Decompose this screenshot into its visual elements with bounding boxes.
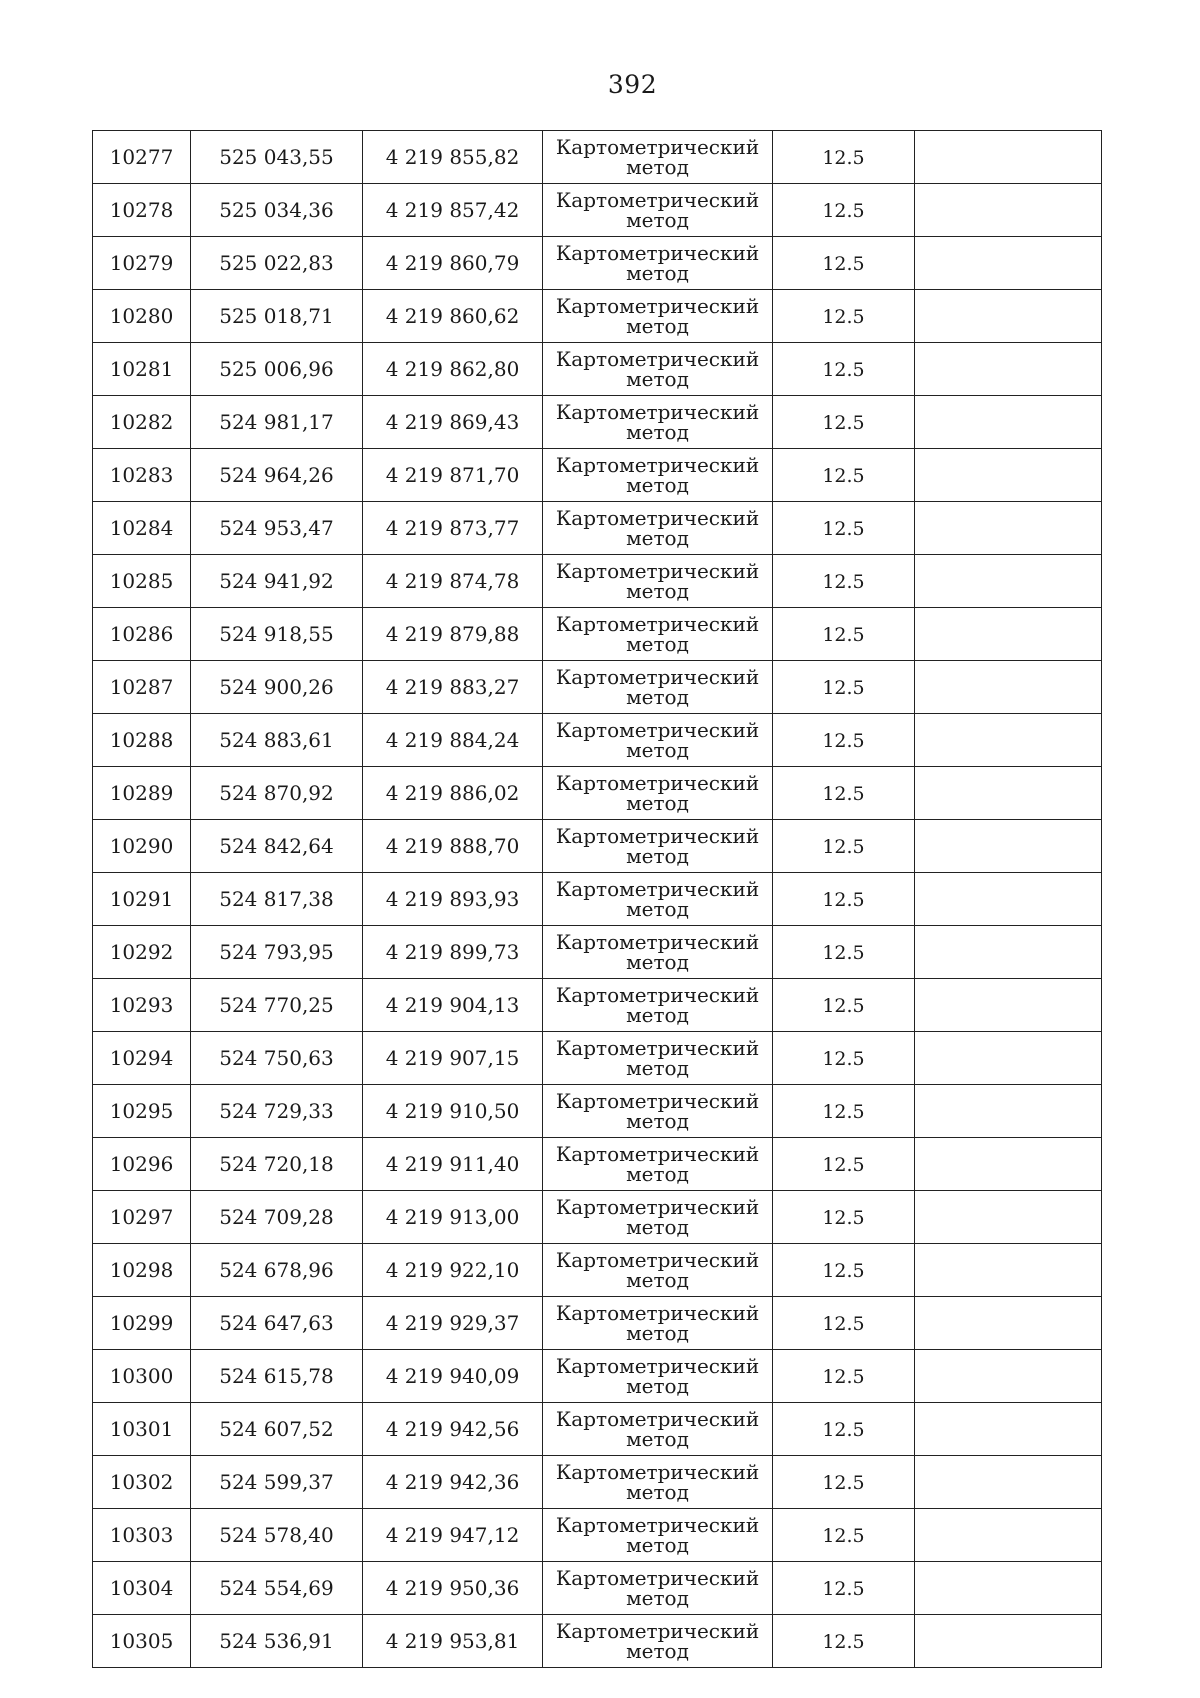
method-cell — [543, 767, 773, 820]
x-coordinate-cell: 525 034,36 — [191, 184, 363, 237]
method-cell — [543, 396, 773, 449]
method-cell — [543, 661, 773, 714]
x-coordinate-cell: 524 817,38 — [191, 873, 363, 926]
table-row — [93, 237, 1102, 290]
table-row — [93, 714, 1102, 767]
note-cell — [915, 237, 1102, 290]
method-line1: Картометрический — [555, 1566, 760, 1590]
method-line2: метод — [626, 844, 689, 868]
method-line1: Картометрический — [555, 135, 760, 159]
method-line1: Картометрический — [555, 1089, 760, 1113]
method-line1: Картометрический — [555, 453, 760, 477]
note-cell — [915, 1562, 1102, 1615]
point-id-cell: 10279 — [93, 237, 191, 290]
method-line2: метод — [626, 473, 689, 497]
table-row — [93, 873, 1102, 926]
note-cell — [915, 343, 1102, 396]
method-cell — [543, 1297, 773, 1350]
table-row — [93, 502, 1102, 555]
x-coordinate-cell: 524 720,18 — [191, 1138, 363, 1191]
method-line2: метод — [626, 261, 689, 285]
point-id-cell: 10293 — [93, 979, 191, 1032]
method-line1: Картометрический — [555, 1619, 760, 1643]
point-id-cell: 10286 — [93, 608, 191, 661]
x-coordinate-cell: 525 018,71 — [191, 290, 363, 343]
method-cell — [543, 926, 773, 979]
accuracy-cell: 12.5 — [773, 714, 915, 767]
method-cell — [543, 979, 773, 1032]
method-cell — [543, 1085, 773, 1138]
y-coordinate-cell: 4 219 922,10 — [363, 1244, 543, 1297]
method-line2: метод — [626, 1056, 689, 1080]
table-row — [93, 1138, 1102, 1191]
method-cell — [543, 1191, 773, 1244]
y-coordinate-cell: 4 219 862,80 — [363, 343, 543, 396]
y-coordinate-cell: 4 219 904,13 — [363, 979, 543, 1032]
note-cell — [915, 1032, 1102, 1085]
accuracy-cell: 12.5 — [773, 184, 915, 237]
table-body — [93, 131, 1102, 1668]
y-coordinate-cell: 4 219 871,70 — [363, 449, 543, 502]
method-line1: Картометрический — [555, 824, 760, 848]
table-row — [93, 1562, 1102, 1615]
method-cell — [543, 343, 773, 396]
x-coordinate-cell: 524 918,55 — [191, 608, 363, 661]
table-row — [93, 608, 1102, 661]
note-cell — [915, 820, 1102, 873]
method-cell — [543, 1403, 773, 1456]
y-coordinate-cell: 4 219 855,82 — [363, 131, 543, 184]
table-row — [93, 396, 1102, 449]
method-line1: Картометрический — [555, 1407, 760, 1431]
point-id-cell: 10304 — [93, 1562, 191, 1615]
y-coordinate-cell: 4 219 874,78 — [363, 555, 543, 608]
x-coordinate-cell: 524 953,47 — [191, 502, 363, 555]
table-row — [93, 1403, 1102, 1456]
x-coordinate-cell: 524 900,26 — [191, 661, 363, 714]
note-cell — [915, 1085, 1102, 1138]
x-coordinate-cell: 524 770,25 — [191, 979, 363, 1032]
x-coordinate-cell: 525 006,96 — [191, 343, 363, 396]
y-coordinate-cell: 4 219 947,12 — [363, 1509, 543, 1562]
method-line2: метод — [626, 1374, 689, 1398]
method-line1: Картометрический — [555, 718, 760, 742]
method-cell — [543, 184, 773, 237]
method-line2: метод — [626, 526, 689, 550]
y-coordinate-cell: 4 219 873,77 — [363, 502, 543, 555]
accuracy-cell: 12.5 — [773, 1509, 915, 1562]
y-coordinate-cell: 4 219 869,43 — [363, 396, 543, 449]
y-coordinate-cell: 4 219 860,62 — [363, 290, 543, 343]
method-line1: Картометрический — [555, 1195, 760, 1219]
point-id-cell: 10295 — [93, 1085, 191, 1138]
method-line1: Картометрический — [555, 877, 760, 901]
accuracy-cell: 12.5 — [773, 1191, 915, 1244]
note-cell — [915, 131, 1102, 184]
accuracy-cell: 12.5 — [773, 290, 915, 343]
note-cell — [915, 1456, 1102, 1509]
method-line2: метод — [626, 738, 689, 762]
point-id-cell: 10294 — [93, 1032, 191, 1085]
accuracy-cell: 12.5 — [773, 396, 915, 449]
note-cell — [915, 873, 1102, 926]
table-row — [93, 1350, 1102, 1403]
table-row — [93, 1244, 1102, 1297]
method-line1: Картометрический — [555, 983, 760, 1007]
method-line1: Картометрический — [555, 665, 760, 689]
accuracy-cell: 12.5 — [773, 1350, 915, 1403]
point-id-cell: 10283 — [93, 449, 191, 502]
method-cell — [543, 1244, 773, 1297]
method-line1: Картометрический — [555, 188, 760, 212]
accuracy-cell: 12.5 — [773, 343, 915, 396]
x-coordinate-cell: 524 842,64 — [191, 820, 363, 873]
table-row — [93, 1297, 1102, 1350]
method-line2: метод — [626, 1427, 689, 1451]
method-cell — [543, 1138, 773, 1191]
point-id-cell: 10302 — [93, 1456, 191, 1509]
table-row — [93, 820, 1102, 873]
note-cell — [915, 555, 1102, 608]
note-cell — [915, 1138, 1102, 1191]
accuracy-cell: 12.5 — [773, 1244, 915, 1297]
note-cell — [915, 714, 1102, 767]
table-row — [93, 1509, 1102, 1562]
y-coordinate-cell: 4 219 942,36 — [363, 1456, 543, 1509]
method-cell — [543, 131, 773, 184]
accuracy-cell: 12.5 — [773, 1456, 915, 1509]
x-coordinate-cell: 524 615,78 — [191, 1350, 363, 1403]
x-coordinate-cell: 525 043,55 — [191, 131, 363, 184]
accuracy-cell: 12.5 — [773, 873, 915, 926]
method-line1: Картометрический — [555, 1354, 760, 1378]
point-id-cell: 10305 — [93, 1615, 191, 1668]
y-coordinate-cell: 4 219 940,09 — [363, 1350, 543, 1403]
note-cell — [915, 1615, 1102, 1668]
method-cell — [543, 237, 773, 290]
y-coordinate-cell: 4 219 893,93 — [363, 873, 543, 926]
note-cell — [915, 1403, 1102, 1456]
method-line2: метод — [626, 1639, 689, 1663]
accuracy-cell: 12.5 — [773, 767, 915, 820]
method-line2: метод — [626, 1109, 689, 1133]
accuracy-cell: 12.5 — [773, 979, 915, 1032]
method-cell — [543, 1350, 773, 1403]
coordinates-table — [92, 130, 1102, 1668]
method-line1: Картометрический — [555, 771, 760, 795]
x-coordinate-cell: 524 750,63 — [191, 1032, 363, 1085]
method-line2: метод — [626, 1003, 689, 1027]
point-id-cell: 10284 — [93, 502, 191, 555]
accuracy-cell: 12.5 — [773, 449, 915, 502]
point-id-cell: 10291 — [93, 873, 191, 926]
note-cell — [915, 449, 1102, 502]
table-row — [93, 1456, 1102, 1509]
method-line2: метод — [626, 685, 689, 709]
accuracy-cell: 12.5 — [773, 237, 915, 290]
y-coordinate-cell: 4 219 907,15 — [363, 1032, 543, 1085]
y-coordinate-cell: 4 219 857,42 — [363, 184, 543, 237]
accuracy-cell: 12.5 — [773, 926, 915, 979]
x-coordinate-cell: 524 578,40 — [191, 1509, 363, 1562]
method-cell — [543, 714, 773, 767]
method-line1: Картометрический — [555, 1248, 760, 1272]
x-coordinate-cell: 524 607,52 — [191, 1403, 363, 1456]
point-id-cell: 10277 — [93, 131, 191, 184]
table-row — [93, 1032, 1102, 1085]
method-line2: метод — [626, 155, 689, 179]
method-cell — [543, 608, 773, 661]
method-line1: Картометрический — [555, 1301, 760, 1325]
accuracy-cell: 12.5 — [773, 1403, 915, 1456]
method-line1: Картометрический — [555, 1142, 760, 1166]
point-id-cell: 10301 — [93, 1403, 191, 1456]
point-id-cell: 10288 — [93, 714, 191, 767]
method-cell — [543, 1456, 773, 1509]
y-coordinate-cell: 4 219 913,00 — [363, 1191, 543, 1244]
point-id-cell: 10298 — [93, 1244, 191, 1297]
accuracy-cell: 12.5 — [773, 555, 915, 608]
point-id-cell: 10292 — [93, 926, 191, 979]
method-cell — [543, 873, 773, 926]
method-cell — [543, 290, 773, 343]
y-coordinate-cell: 4 219 886,02 — [363, 767, 543, 820]
table-row — [93, 926, 1102, 979]
accuracy-cell: 12.5 — [773, 1138, 915, 1191]
x-coordinate-cell: 524 599,37 — [191, 1456, 363, 1509]
point-id-cell: 10287 — [93, 661, 191, 714]
note-cell — [915, 1350, 1102, 1403]
method-line1: Картометрический — [555, 400, 760, 424]
table-row — [93, 184, 1102, 237]
y-coordinate-cell: 4 219 929,37 — [363, 1297, 543, 1350]
accuracy-cell: 12.5 — [773, 1297, 915, 1350]
point-id-cell: 10282 — [93, 396, 191, 449]
x-coordinate-cell: 524 647,63 — [191, 1297, 363, 1350]
note-cell — [915, 1244, 1102, 1297]
point-id-cell: 10300 — [93, 1350, 191, 1403]
y-coordinate-cell: 4 219 883,27 — [363, 661, 543, 714]
method-cell — [543, 820, 773, 873]
table-row — [93, 1191, 1102, 1244]
method-cell — [543, 449, 773, 502]
note-cell — [915, 1297, 1102, 1350]
method-line1: Картометрический — [555, 559, 760, 583]
y-coordinate-cell: 4 219 953,81 — [363, 1615, 543, 1668]
method-cell — [543, 1509, 773, 1562]
y-coordinate-cell: 4 219 879,88 — [363, 608, 543, 661]
method-line1: Картометрический — [555, 294, 760, 318]
y-coordinate-cell: 4 219 910,50 — [363, 1085, 543, 1138]
point-id-cell: 10297 — [93, 1191, 191, 1244]
table-row — [93, 555, 1102, 608]
accuracy-cell: 12.5 — [773, 1562, 915, 1615]
method-line1: Картометрический — [555, 1513, 760, 1537]
x-coordinate-cell: 524 793,95 — [191, 926, 363, 979]
y-coordinate-cell: 4 219 899,73 — [363, 926, 543, 979]
method-line2: метод — [626, 632, 689, 656]
x-coordinate-cell: 524 554,69 — [191, 1562, 363, 1615]
method-line2: метод — [626, 1480, 689, 1504]
table-row — [93, 290, 1102, 343]
method-line2: метод — [626, 1321, 689, 1345]
method-line2: метод — [626, 950, 689, 974]
method-cell — [543, 1615, 773, 1668]
x-coordinate-cell: 524 964,26 — [191, 449, 363, 502]
method-line2: метод — [626, 1215, 689, 1239]
accuracy-cell: 12.5 — [773, 502, 915, 555]
table-row — [93, 343, 1102, 396]
point-id-cell: 10296 — [93, 1138, 191, 1191]
method-line2: метод — [626, 1586, 689, 1610]
point-id-cell: 10281 — [93, 343, 191, 396]
method-line1: Картометрический — [555, 347, 760, 371]
method-line1: Картометрический — [555, 930, 760, 954]
note-cell — [915, 502, 1102, 555]
method-line2: метод — [626, 208, 689, 232]
x-coordinate-cell: 524 678,96 — [191, 1244, 363, 1297]
x-coordinate-cell: 524 536,91 — [191, 1615, 363, 1668]
method-line1: Картометрический — [555, 241, 760, 265]
y-coordinate-cell: 4 219 942,56 — [363, 1403, 543, 1456]
point-id-cell: 10299 — [93, 1297, 191, 1350]
page-number: 392 — [607, 70, 658, 99]
table-row — [93, 767, 1102, 820]
method-line1: Картометрический — [555, 1460, 760, 1484]
point-id-cell: 10289 — [93, 767, 191, 820]
method-line2: метод — [626, 314, 689, 338]
method-line2: метод — [626, 1268, 689, 1292]
accuracy-cell: 12.5 — [773, 131, 915, 184]
accuracy-cell: 12.5 — [773, 661, 915, 714]
method-cell — [543, 1562, 773, 1615]
note-cell — [915, 1509, 1102, 1562]
x-coordinate-cell: 524 729,33 — [191, 1085, 363, 1138]
note-cell — [915, 926, 1102, 979]
method-line2: метод — [626, 897, 689, 921]
table-row — [93, 449, 1102, 502]
accuracy-cell: 12.5 — [773, 608, 915, 661]
method-line1: Картометрический — [555, 612, 760, 636]
method-cell — [543, 555, 773, 608]
x-coordinate-cell: 524 870,92 — [191, 767, 363, 820]
y-coordinate-cell: 4 219 884,24 — [363, 714, 543, 767]
note-cell — [915, 767, 1102, 820]
accuracy-cell: 12.5 — [773, 1085, 915, 1138]
table-row — [93, 661, 1102, 714]
note-cell — [915, 608, 1102, 661]
table-row — [93, 1615, 1102, 1668]
method-line2: метод — [626, 1162, 689, 1186]
note-cell — [915, 661, 1102, 714]
method-line2: метод — [626, 791, 689, 815]
point-id-cell: 10280 — [93, 290, 191, 343]
note-cell — [915, 290, 1102, 343]
point-id-cell: 10303 — [93, 1509, 191, 1562]
x-coordinate-cell: 524 941,92 — [191, 555, 363, 608]
method-line2: метод — [626, 367, 689, 391]
note-cell — [915, 979, 1102, 1032]
point-id-cell: 10278 — [93, 184, 191, 237]
point-id-cell: 10285 — [93, 555, 191, 608]
method-line1: Картометрический — [555, 1036, 760, 1060]
table-row — [93, 979, 1102, 1032]
table-row — [93, 131, 1102, 184]
accuracy-cell: 12.5 — [773, 1032, 915, 1085]
method-line1: Картометрический — [555, 506, 760, 530]
accuracy-cell: 12.5 — [773, 820, 915, 873]
accuracy-cell: 12.5 — [773, 1615, 915, 1668]
method-line2: метод — [626, 420, 689, 444]
y-coordinate-cell: 4 219 888,70 — [363, 820, 543, 873]
method-cell — [543, 502, 773, 555]
table-row — [93, 1085, 1102, 1138]
y-coordinate-cell: 4 219 911,40 — [363, 1138, 543, 1191]
method-line2: метод — [626, 579, 689, 603]
x-coordinate-cell: 524 709,28 — [191, 1191, 363, 1244]
note-cell — [915, 1191, 1102, 1244]
method-cell — [543, 1032, 773, 1085]
note-cell — [915, 184, 1102, 237]
point-id-cell: 10290 — [93, 820, 191, 873]
y-coordinate-cell: 4 219 860,79 — [363, 237, 543, 290]
x-coordinate-cell: 525 022,83 — [191, 237, 363, 290]
y-coordinate-cell: 4 219 950,36 — [363, 1562, 543, 1615]
note-cell — [915, 396, 1102, 449]
x-coordinate-cell: 524 981,17 — [191, 396, 363, 449]
x-coordinate-cell: 524 883,61 — [191, 714, 363, 767]
method-line2: метод — [626, 1533, 689, 1557]
